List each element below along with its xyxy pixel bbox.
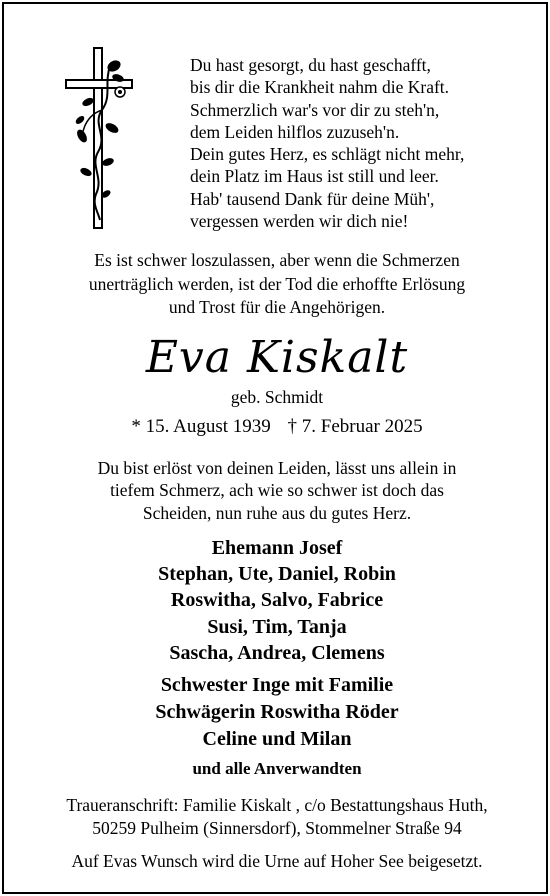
address-line: 50259 Pulheim (Sinnersdorf), Stommelner Straße 94	[92, 818, 462, 838]
quote-line: tiefem Schmerz, ach wie so schwer ist doch das	[110, 480, 444, 501]
mourner-line: Sascha, Andrea, Clemens	[169, 641, 385, 664]
intro-text	[4, 249, 550, 320]
mourner-line: Roswitha, Salvo, Fabrice	[170, 589, 384, 612]
poem-line: dem Leiden hilflos zuzuseh'n.	[190, 121, 400, 142]
relatives-line: und alle Anverwandten	[192, 759, 362, 778]
death-date: † 7. Februar 2025	[287, 416, 423, 437]
quote-line: Scheiden, nun ruhe aus du gutes Herz.	[142, 502, 412, 523]
intro-line: und Trost für die Angehörigen.	[168, 297, 386, 317]
life-dates	[4, 414, 550, 440]
poem-line: Dein gutes Herz, es schlägt nicht mehr,	[190, 144, 465, 165]
poem-line: vergessen werden wir dich nie!	[190, 211, 409, 232]
intro-line: unerträglich werden, ist der Tod die erhoffte Erlösung	[88, 273, 466, 294]
farewell-quote	[4, 457, 550, 524]
intro-line: Es ist schwer loszulassen, aber wenn die Schmerzen	[94, 250, 460, 270]
poem-line: Hab' tausend Dank für deine Müh',	[190, 188, 435, 209]
quote-line: Du bist erlöst von deinen Leiden, lässt uns allein in	[97, 458, 457, 478]
mourning-address	[4, 794, 550, 840]
mourner-line: Schwester Inge mit Familie	[160, 674, 394, 696]
poem-line: Schmerzlich war's vor dir zu steh'n,	[190, 99, 440, 120]
burial-wish: Auf Evas Wunsch wird die Urne auf Hoher See beigesetzt.	[71, 851, 483, 871]
poem-line: Du hast gesorgt, du hast geschafft,	[190, 55, 431, 75]
poem	[190, 54, 530, 232]
mourner-line: Ehemann Josef	[211, 537, 343, 559]
mourner-line: Celine und Milan	[202, 728, 352, 750]
mourner-line: Stephan, Ute, Daniel, Robin	[158, 563, 396, 586]
birth-date: * 15. August 1939	[131, 416, 271, 437]
mourners-list	[4, 535, 550, 666]
poem-line: bis dir die Krankheit nahm die Kraft.	[190, 77, 450, 98]
poem-line: dein Platz im Haus ist still und leer.	[190, 166, 439, 187]
mourner-line: Susi, Tim, Tanja	[207, 615, 347, 638]
cross-with-rose-vine-icon	[60, 44, 140, 234]
deceased-name: Eva Kiskalt	[145, 332, 409, 383]
extended-mourners-list	[4, 672, 550, 753]
obituary-card	[2, 2, 548, 894]
mourner-line: Schwägerin Roswitha Röder	[155, 701, 399, 723]
address-line: Traueranschrift: Familie Kiskalt , c/o Bestattungshaus Huth,	[66, 795, 488, 815]
maiden-name: geb. Schmidt	[230, 387, 324, 407]
